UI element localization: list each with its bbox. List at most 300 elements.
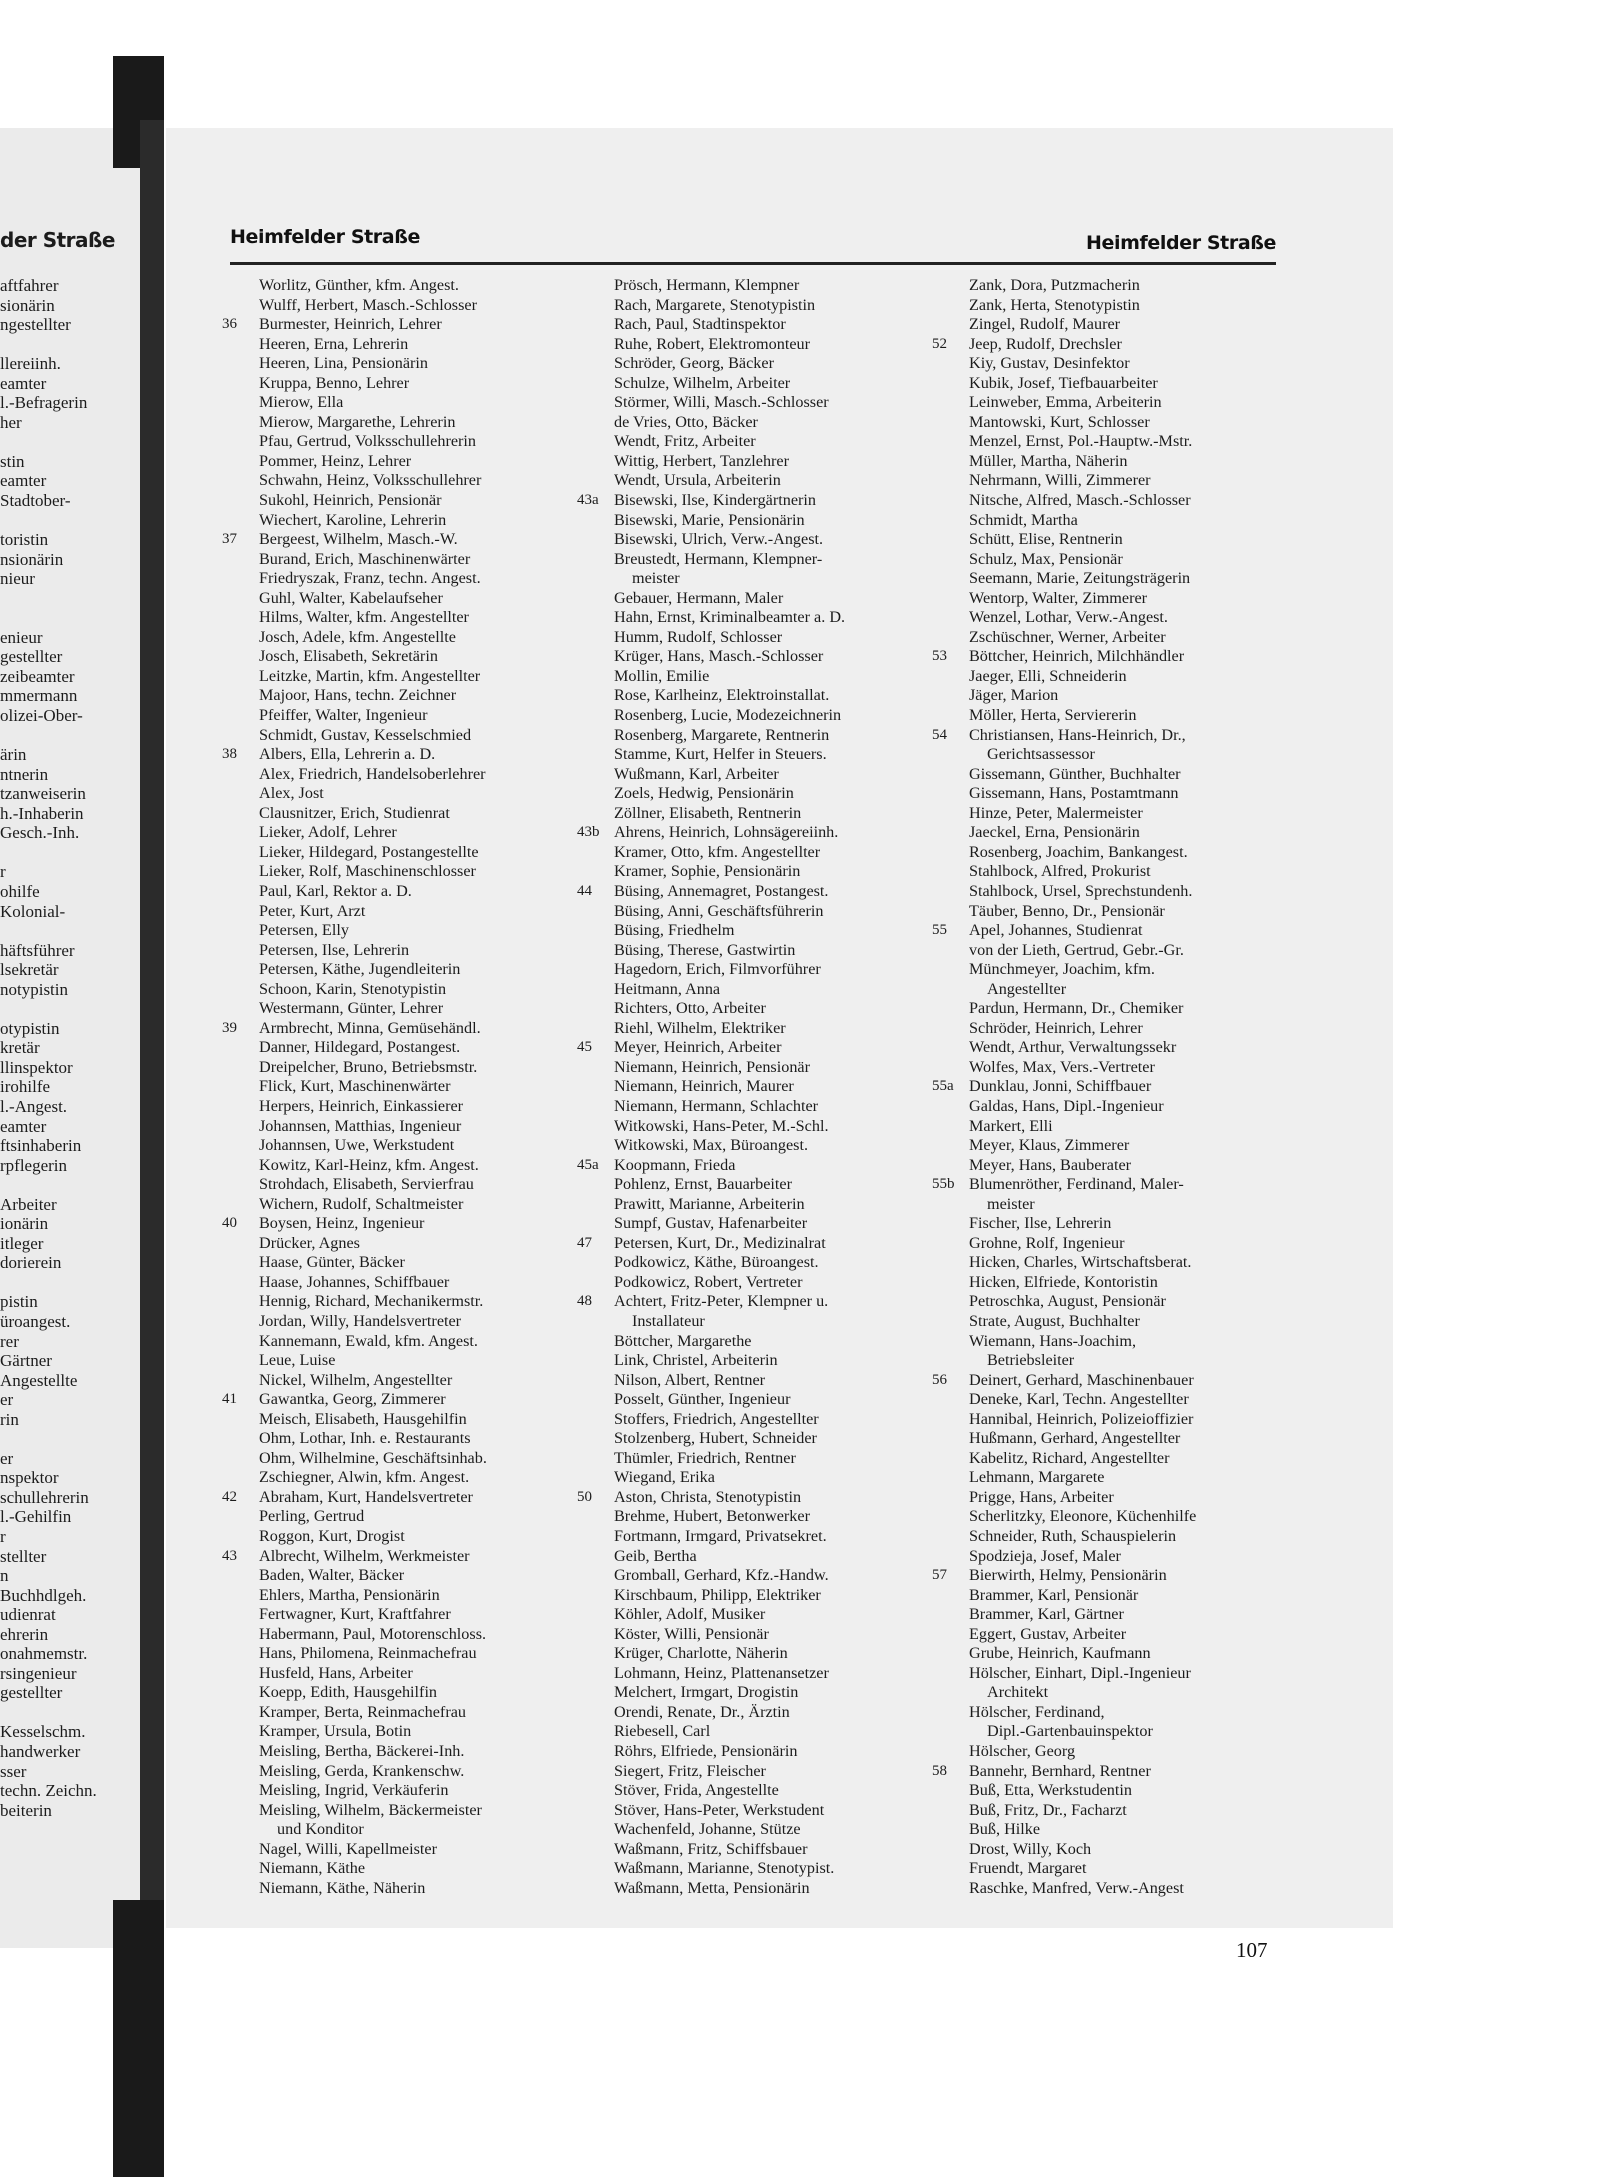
- resident-entry: Strohdach, Elisabeth, Servierfrau: [259, 1175, 474, 1194]
- house-number: [222, 1742, 259, 1762]
- resident-entry: Fruendt, Margaret: [969, 1859, 1087, 1878]
- facing-page-line: olizei-Ober-: [0, 706, 83, 726]
- resident-entry: Riehl, Wilhelm, Elektriker: [614, 1018, 786, 1037]
- house-number: [577, 843, 614, 863]
- resident-entry: Böttcher, Heinrich, Milchhändler: [969, 647, 1185, 666]
- house-number: [222, 1644, 259, 1664]
- directory-entry: [932, 1195, 1292, 1215]
- house-number: [577, 686, 614, 706]
- resident-entry: Stoffers, Friedrich, Angestellter: [614, 1409, 819, 1428]
- house-number: [577, 1605, 614, 1625]
- directory-entry: [577, 1390, 937, 1410]
- directory-entry: [577, 530, 937, 550]
- resident-entry: Köster, Willi, Pensionär: [614, 1624, 769, 1643]
- directory-entry: [577, 784, 937, 804]
- house-number: 53: [932, 648, 947, 665]
- house-number: [577, 1859, 614, 1879]
- house-number: [932, 1703, 969, 1723]
- directory-entry: [577, 980, 937, 1000]
- house-number: [932, 1214, 969, 1234]
- directory-entry: [222, 1801, 582, 1821]
- directory-entry: [222, 452, 582, 472]
- house-number: [932, 1273, 969, 1293]
- directory-entry: [932, 491, 1292, 511]
- house-number: [932, 1625, 969, 1645]
- directory-entry: [932, 1312, 1292, 1332]
- directory-entry: [222, 784, 582, 804]
- directory-entry: [932, 784, 1292, 804]
- house-number: [222, 882, 259, 902]
- resident-entry: Seemann, Marie, Zeitungsträgerin: [969, 569, 1191, 588]
- resident-entry: Rosenberg, Margarete, Rentnerin: [614, 725, 830, 744]
- directory-entry: [932, 589, 1292, 609]
- directory-entry: [577, 1703, 937, 1723]
- resident-entry: Drücker, Agnes: [259, 1233, 360, 1252]
- resident-entry: Ehlers, Martha, Pensionärin: [259, 1585, 440, 1604]
- facing-page-line: rpflegerin: [0, 1155, 68, 1175]
- directory-entry: [932, 1390, 1292, 1410]
- resident-entry: Niemann, Käthe: [259, 1859, 366, 1878]
- resident-entry: Humm, Rudolf, Schlosser: [614, 627, 783, 646]
- house-number: [222, 1195, 259, 1215]
- directory-entry: [577, 1312, 937, 1332]
- house-number: [577, 1097, 614, 1117]
- resident-entry: Meyer, Heinrich, Arbeiter: [614, 1038, 782, 1057]
- house-number: [222, 1077, 259, 1097]
- facing-page-line: er: [0, 1390, 14, 1410]
- house-number: [932, 432, 969, 452]
- directory-entry: [577, 1038, 937, 1058]
- house-number: 37: [222, 531, 237, 548]
- resident-entry: Haase, Johannes, Schiffbauer: [259, 1272, 450, 1291]
- house-number: [932, 296, 969, 316]
- resident-entry: Jeep, Rudolf, Drechsler: [969, 334, 1122, 353]
- resident-entry: Hilms, Walter, kfm. Angestellter: [259, 608, 469, 627]
- directory-entry: [932, 1507, 1292, 1527]
- house-number: 38: [222, 746, 237, 763]
- directory-entry: [577, 647, 937, 667]
- directory-entry: [932, 1468, 1292, 1488]
- resident-entry: Brammer, Karl, Gärtner: [969, 1605, 1124, 1624]
- directory-entry: [932, 823, 1292, 843]
- resident-entry: und Konditor: [277, 1820, 364, 1839]
- house-number: [222, 1840, 259, 1860]
- facing-page-line: techn. Zeichn.: [0, 1781, 97, 1801]
- directory-entry: [222, 647, 582, 667]
- directory-entry: [222, 980, 582, 1000]
- house-number: 43b: [577, 824, 600, 841]
- directory-entry: [932, 804, 1292, 824]
- house-number: [222, 804, 259, 824]
- house-number: [932, 1605, 969, 1625]
- directory-entry: [577, 452, 937, 472]
- house-number: [577, 1566, 614, 1586]
- directory-entry: [577, 765, 937, 785]
- directory-entry: [222, 1468, 582, 1488]
- house-number: [222, 452, 259, 472]
- binding-edge-bottom: [113, 1900, 164, 2177]
- house-number: [222, 1527, 259, 1547]
- house-number: [222, 686, 259, 706]
- directory-entry: [577, 1683, 937, 1703]
- directory-entry: [222, 1449, 582, 1469]
- resident-entry: Jaeger, Elli, Schneiderin: [969, 666, 1127, 685]
- house-number: [932, 1312, 969, 1332]
- resident-entry: Podkowicz, Robert, Vertreter: [614, 1272, 803, 1291]
- facing-page-line: nieur: [0, 569, 35, 589]
- resident-entry: Koopmann, Frieda: [614, 1155, 736, 1174]
- resident-entry: Stolzenberg, Hubert, Schneider: [614, 1429, 817, 1448]
- house-number: [577, 1664, 614, 1684]
- house-number: [222, 296, 259, 316]
- facing-page-line: zeibeamter: [0, 666, 75, 686]
- house-number: 54: [932, 726, 947, 743]
- house-number: [932, 1195, 969, 1215]
- directory-entry: [222, 1312, 582, 1332]
- resident-entry: Stöver, Hans-Peter, Werkstudent: [614, 1800, 825, 1819]
- directory-entry: [932, 315, 1292, 335]
- directory-entry: [577, 1527, 937, 1547]
- house-number: 42: [222, 1488, 237, 1505]
- directory-entry: [932, 706, 1292, 726]
- facing-page-line: aftfahrer: [0, 276, 59, 295]
- resident-entry: Stahlbock, Alfred, Prokurist: [969, 862, 1151, 881]
- resident-entry: Zoels, Hedwig, Pensionärin: [614, 784, 794, 803]
- directory-entry: [932, 726, 1292, 746]
- directory-entry: [932, 862, 1292, 882]
- house-number: [932, 1038, 969, 1058]
- facing-page-line: stin: [0, 451, 25, 471]
- house-number: [932, 960, 969, 980]
- resident-entry: Scherlitzky, Eleonore, Küchenhilfe: [969, 1507, 1197, 1526]
- house-number: 50: [577, 1488, 592, 1505]
- house-number: [222, 1859, 259, 1879]
- house-number: [932, 491, 969, 511]
- house-number: [932, 823, 969, 843]
- house-number: [222, 862, 259, 882]
- house-number: [577, 1527, 614, 1547]
- directory-entry: [932, 647, 1292, 667]
- resident-entry: Roggon, Kurt, Drogist: [259, 1527, 405, 1545]
- house-number: [932, 999, 969, 1019]
- facing-page-line: [0, 843, 97, 863]
- house-number: 55b: [932, 1176, 955, 1193]
- resident-entry: Petersen, Kurt, Dr., Medizinalrat: [614, 1233, 826, 1252]
- house-number: [932, 1722, 969, 1742]
- house-number: [222, 1507, 259, 1527]
- house-number: [222, 432, 259, 452]
- column-1: [222, 276, 582, 1898]
- resident-entry: Guhl, Walter, Kabelaufseher: [259, 588, 443, 607]
- directory-entry: [932, 1253, 1292, 1273]
- facing-page-line: r: [0, 862, 6, 882]
- directory-entry: [222, 765, 582, 785]
- house-number: [932, 804, 969, 824]
- directory-entry: [222, 1664, 582, 1684]
- directory-entry: [577, 1136, 937, 1156]
- house-number: [222, 276, 259, 296]
- directory-entry: [577, 1547, 937, 1567]
- resident-entry: Jäger, Marion: [969, 686, 1059, 705]
- directory-entry: [222, 1547, 582, 1567]
- directory-entry: [577, 1332, 937, 1352]
- house-number: [577, 1175, 614, 1195]
- directory-entry: [577, 843, 937, 863]
- facing-page-line: üroangest.: [0, 1311, 71, 1331]
- resident-entry: Nitsche, Alfred, Masch.-Schlosser: [969, 491, 1191, 510]
- directory-entry: [577, 1449, 937, 1469]
- directory-entry: [932, 1801, 1292, 1821]
- house-number: [932, 1097, 969, 1117]
- house-number: [577, 902, 614, 922]
- directory-entry: [577, 1234, 937, 1254]
- resident-entry: Krüger, Charlotte, Näherin: [614, 1644, 788, 1663]
- house-number: 36: [222, 316, 237, 333]
- directory-entry: [577, 1507, 937, 1527]
- directory-entry: [222, 1683, 582, 1703]
- house-number: [222, 667, 259, 687]
- facing-page-lines: [0, 276, 97, 1820]
- facing-page-line: sionärin: [0, 295, 55, 315]
- house-number: [577, 1683, 614, 1703]
- directory-entry: [222, 1488, 582, 1508]
- directory-entry: [932, 511, 1292, 531]
- directory-entry: [222, 1019, 582, 1039]
- directory-entry: [222, 667, 582, 687]
- facing-page-line: n: [0, 1566, 9, 1586]
- resident-entry: Mollin, Emilie: [614, 666, 710, 685]
- resident-entry: Dreipelcher, Bruno, Betriebsmstr.: [259, 1057, 478, 1076]
- resident-entry: Petersen, Käthe, Jugendleiterin: [259, 960, 461, 979]
- directory-entry: [222, 335, 582, 355]
- resident-entry: Angestellter: [987, 979, 1067, 998]
- resident-entry: Johannsen, Uwe, Werkstudent: [259, 1136, 455, 1155]
- directory-entry: [222, 1351, 582, 1371]
- house-number: [222, 1586, 259, 1606]
- binding-gutter: [140, 120, 164, 1940]
- resident-entry: Hinze, Peter, Malermeister: [969, 803, 1143, 822]
- directory-entry: [222, 726, 582, 746]
- facing-page-line: h.-Inhaberin: [0, 803, 84, 823]
- resident-entry: Breustedt, Hermann, Klempner-: [614, 549, 823, 568]
- facing-page-line: enieur: [0, 627, 43, 647]
- resident-entry: Kramer, Otto, kfm. Angestellter: [614, 842, 821, 861]
- house-number: [932, 1156, 969, 1176]
- house-number: [577, 1019, 614, 1039]
- house-number: [222, 354, 259, 374]
- facing-page-line: eamter: [0, 373, 47, 393]
- resident-entry: Petersen, Elly: [259, 921, 349, 940]
- facing-page-line: notypistin: [0, 979, 69, 999]
- header-rule: [230, 262, 1276, 265]
- facing-page-line: schullehrerin: [0, 1487, 89, 1507]
- directory-entry: [222, 862, 582, 882]
- house-number: [222, 1038, 259, 1058]
- resident-entry: Bergeest, Wilhelm, Masch.-W.: [259, 530, 458, 549]
- house-number: [222, 393, 259, 413]
- resident-entry: Ruhe, Robert, Elektromonteur: [614, 334, 811, 353]
- house-number: [222, 589, 259, 609]
- house-number: [932, 1019, 969, 1039]
- resident-entry: Orendi, Renate, Dr., Ärztin: [614, 1702, 790, 1721]
- house-number: [577, 1625, 614, 1645]
- directory-entry: [932, 1273, 1292, 1293]
- resident-entry: Apel, Johannes, Studienrat: [969, 921, 1143, 940]
- page-number: 107: [1236, 1938, 1268, 1962]
- resident-entry: Galdas, Hans, Dipl.-Ingenieur: [969, 1096, 1164, 1115]
- house-number: [932, 530, 969, 550]
- facing-page-line: eamter: [0, 471, 47, 491]
- facing-page-line: [0, 608, 97, 628]
- house-number: [222, 491, 259, 511]
- house-number: [222, 1234, 259, 1254]
- resident-entry: Deinert, Gerhard, Maschinenbauer: [969, 1370, 1194, 1389]
- resident-entry: Meisling, Ingrid, Verkäuferin: [259, 1781, 449, 1800]
- house-number: [577, 1390, 614, 1410]
- resident-entry: Waßmann, Fritz, Schiffsbauer: [614, 1839, 808, 1858]
- resident-entry: Waßmann, Marianne, Stenotypist.: [614, 1859, 835, 1878]
- house-number: [577, 1371, 614, 1391]
- house-number: [577, 1762, 614, 1782]
- directory-entry: [932, 1058, 1292, 1078]
- house-number: [222, 999, 259, 1019]
- house-number: [222, 1664, 259, 1684]
- resident-entry: Link, Christel, Arbeiterin: [614, 1351, 778, 1370]
- directory-entry: [577, 1429, 937, 1449]
- directory-entry: [932, 413, 1292, 433]
- resident-entry: Pfeiffer, Walter, Ingenieur: [259, 706, 428, 725]
- resident-entry: Lieker, Hildegard, Postangestellte: [259, 842, 479, 861]
- resident-entry: Markert, Elli: [969, 1116, 1053, 1135]
- resident-entry: Schneider, Ruth, Schauspielerin: [969, 1527, 1177, 1545]
- directory-entry: [577, 315, 937, 335]
- resident-entry: Stahlbock, Ursel, Sprechstundenh.: [969, 881, 1193, 900]
- resident-entry: Alex, Jost: [259, 784, 324, 803]
- facing-page-line: [0, 1273, 97, 1293]
- resident-entry: Schwahn, Heinz, Volksschullehrer: [259, 471, 482, 490]
- facing-page-line: Kolonial-: [0, 901, 66, 921]
- directory-entry: [932, 960, 1292, 980]
- directory-entry: [577, 823, 937, 843]
- directory-entry: [222, 1625, 582, 1645]
- directory-entry: [932, 1371, 1292, 1391]
- resident-entry: Wendt, Fritz, Arbeiter: [614, 432, 756, 451]
- resident-entry: Prawitt, Marianne, Arbeiterin: [614, 1194, 805, 1213]
- directory-entry: [932, 1175, 1292, 1195]
- directory-entry: [932, 999, 1292, 1019]
- house-number: [222, 1292, 259, 1312]
- directory-entry: [932, 569, 1292, 589]
- directory-entry: [932, 1859, 1292, 1879]
- house-number: [222, 921, 259, 941]
- resident-entry: Wußmann, Karl, Arbeiter: [614, 764, 779, 783]
- resident-entry: Sukohl, Heinrich, Pensionär: [259, 491, 442, 510]
- facing-page-line: ntnerin: [0, 764, 49, 784]
- house-number: [577, 276, 614, 296]
- resident-entry: Richters, Otto, Arbeiter: [614, 999, 766, 1018]
- resident-entry: Haase, Günter, Bäcker: [259, 1253, 405, 1272]
- house-number: 57: [932, 1567, 947, 1584]
- resident-entry: Hans, Philomena, Reinmachefrau: [259, 1644, 477, 1663]
- facing-page-line: r: [0, 1527, 6, 1546]
- house-number: [222, 823, 259, 843]
- resident-entry: Koepp, Edith, Hausgehilfin: [259, 1683, 438, 1702]
- house-number: [222, 1449, 259, 1469]
- house-number: [577, 1449, 614, 1469]
- directory-entry: [577, 1644, 937, 1664]
- house-number: [222, 1722, 259, 1742]
- directory-entry: [577, 1253, 937, 1273]
- resident-entry: Heitmann, Anna: [614, 979, 721, 998]
- facing-page-line: [0, 1429, 97, 1449]
- directory-entry: [577, 1742, 937, 1762]
- house-number: [577, 471, 614, 491]
- resident-entry: Hölscher, Ferdinand,: [969, 1702, 1105, 1721]
- resident-entry: Josch, Elisabeth, Sekretärin: [259, 647, 438, 666]
- resident-entry: Mantowski, Kurt, Schlosser: [969, 412, 1150, 431]
- house-number: [222, 980, 259, 1000]
- directory-entry: [932, 882, 1292, 902]
- house-number: [222, 1625, 259, 1645]
- directory-entry: [222, 1859, 582, 1879]
- resident-entry: Witkowski, Max, Büroangest.: [614, 1136, 809, 1155]
- house-number: 43a: [577, 492, 599, 509]
- resident-entry: Drost, Willy, Koch: [969, 1839, 1092, 1858]
- resident-entry: Hußmann, Gerhard, Angestellter: [969, 1429, 1181, 1448]
- house-number: [932, 589, 969, 609]
- house-number: [577, 1722, 614, 1742]
- resident-entry: Grohne, Rolf, Ingenieur: [969, 1233, 1125, 1252]
- facing-page-line: nspektor: [0, 1468, 59, 1488]
- directory-entry: [577, 960, 937, 980]
- directory-entry: [222, 882, 582, 902]
- resident-entry: von der Lieth, Gertrud, Gebr.-Gr.: [969, 940, 1184, 959]
- house-number: [222, 1058, 259, 1078]
- resident-entry: Bisewski, Ulrich, Verw.-Angest.: [614, 530, 824, 549]
- resident-entry: Heeren, Lina, Pensionärin: [259, 354, 429, 373]
- directory-entry: [577, 1195, 937, 1215]
- resident-entry: Meyer, Hans, Bauberater: [969, 1155, 1132, 1174]
- resident-entry: Rosenberg, Lucie, Modezeichnerin: [614, 706, 842, 725]
- house-number: [577, 550, 614, 570]
- resident-entry: Abraham, Kurt, Handelsvertreter: [259, 1487, 473, 1506]
- house-number: [577, 1410, 614, 1430]
- house-number: [222, 1762, 259, 1782]
- resident-entry: Kramper, Berta, Reinmachefrau: [259, 1702, 466, 1721]
- directory-entry: [932, 296, 1292, 316]
- facing-page-line: [0, 1703, 97, 1723]
- resident-entry: Zöllner, Elisabeth, Rentnerin: [614, 803, 802, 822]
- resident-entry: Sumpf, Gustav, Hafenarbeiter: [614, 1214, 808, 1233]
- house-number: [932, 1390, 969, 1410]
- resident-entry: Büsing, Annemagret, Postangest.: [614, 881, 829, 900]
- resident-entry: Niemann, Heinrich, Pensionär: [614, 1057, 810, 1076]
- facing-page-line: ehrerin: [0, 1624, 49, 1644]
- house-number: [577, 589, 614, 609]
- house-number: 43: [222, 1547, 237, 1564]
- house-number: [577, 530, 614, 550]
- directory-entry: [577, 1801, 937, 1821]
- directory-entry: [932, 1683, 1292, 1703]
- house-number: [222, 1605, 259, 1625]
- facing-page-line: [0, 589, 97, 609]
- resident-entry: Bisewski, Marie, Pensionärin: [614, 510, 805, 529]
- facing-page-line: beiterin: [0, 1800, 52, 1820]
- resident-entry: Bisewski, Ilse, Kindergärtnerin: [614, 491, 817, 510]
- directory-entry: [222, 1156, 582, 1176]
- directory-entry: [222, 569, 582, 589]
- resident-entry: Kowitz, Karl-Heinz, kfm. Angest.: [259, 1155, 479, 1174]
